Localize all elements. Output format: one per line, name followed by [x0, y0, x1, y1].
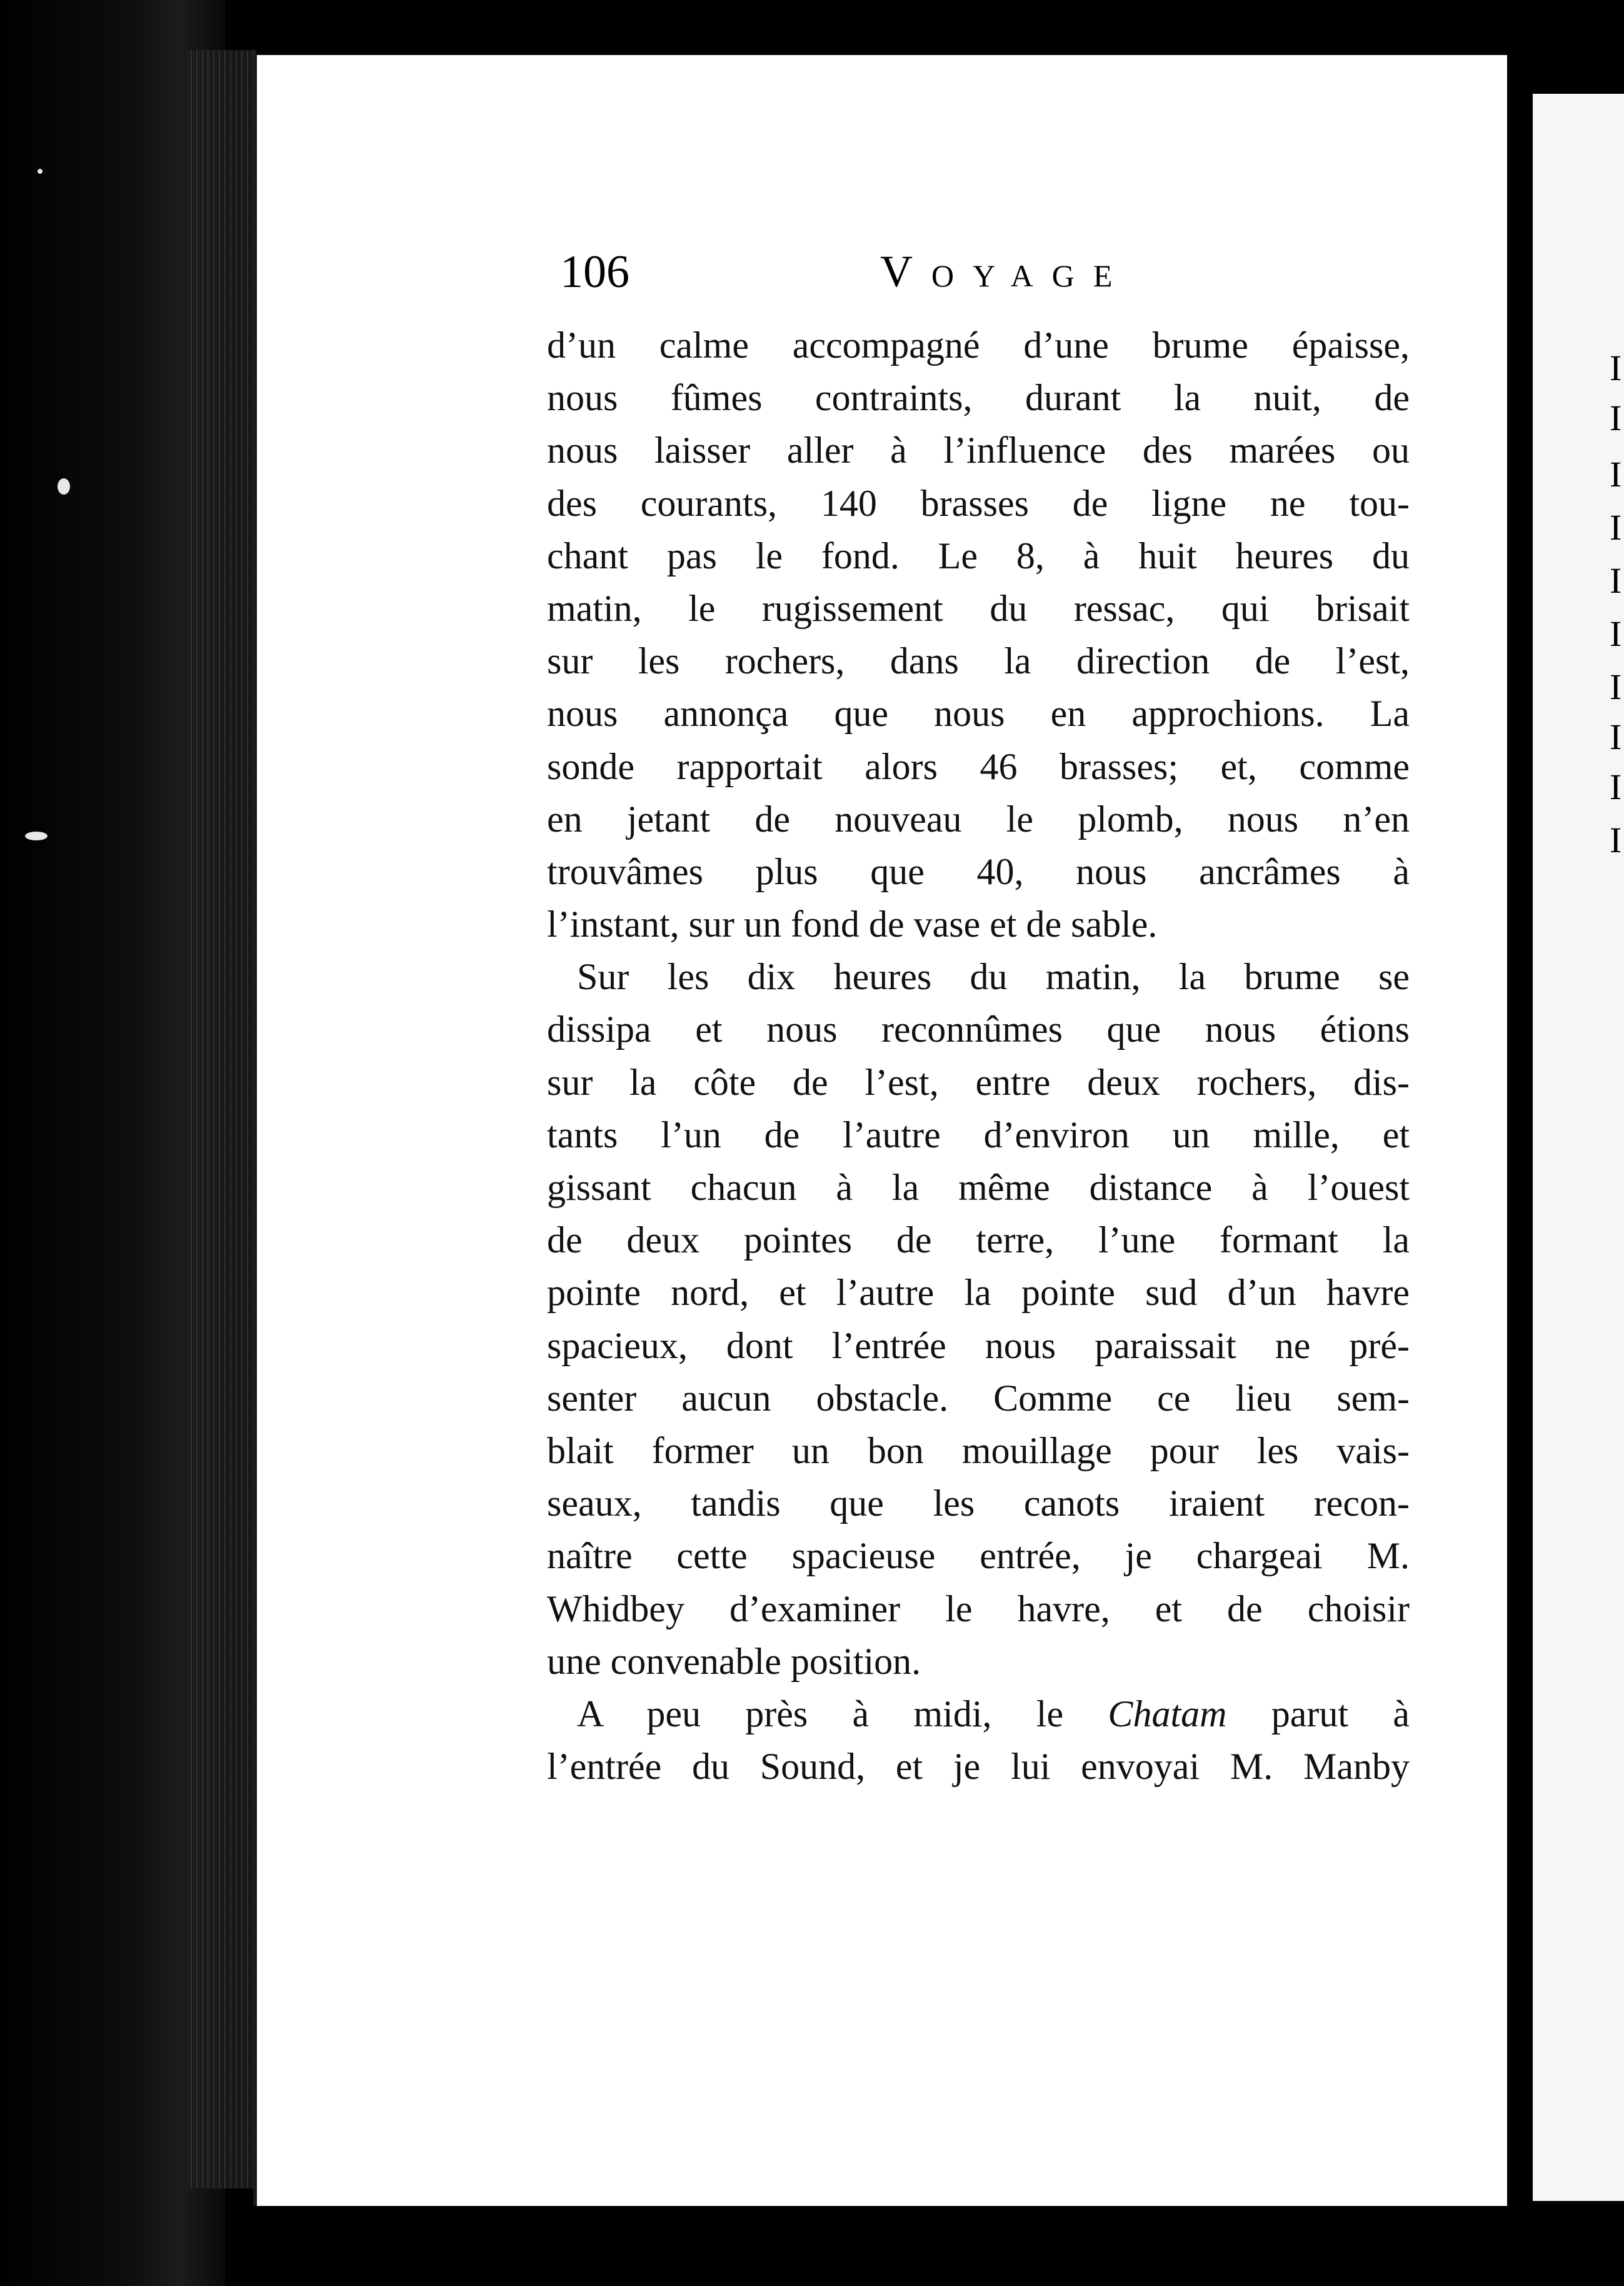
text-line: naître cette spacieuse entrée, je chargeai M. — [547, 1535, 1410, 1577]
text-line: une convenable position. — [547, 1640, 921, 1682]
text-line: spacieux, dont l’entrée nous paraissait ne pré- — [547, 1324, 1410, 1366]
text-line: senter aucun obstacle. Comme ce lieu sem- — [547, 1377, 1410, 1419]
text-line: nous annonça que nous en approchions. La — [547, 693, 1410, 735]
text-line: tants l’un de l’autre d’environ un mille, et — [547, 1114, 1410, 1156]
text-line: dissipa et nous reconnûmes que nous étions — [547, 1009, 1410, 1050]
text-line: Sur les dix heures du matin, la brume se — [577, 956, 1410, 998]
text-line: trouvâmes plus que 40, nous ancrâmes à — [547, 850, 1410, 892]
facing-page-glyph: I — [1610, 613, 1622, 654]
facing-page-glyph: I — [1610, 348, 1622, 388]
facing-page-glyph: I — [1610, 560, 1622, 601]
text-line: l’instant, sur un fond de vase et de sable. — [547, 904, 1158, 945]
text-fragment: parut à — [1271, 1693, 1410, 1735]
text-line: pointe nord, et l’autre la pointe sud d’un havre — [547, 1272, 1410, 1314]
text-line: blait former un bon mouillage pour les vais- — [547, 1429, 1410, 1471]
body-text — [547, 319, 1410, 1820]
text-line: sur la côte de l’est, entre deux rochers, dis- — [547, 1061, 1410, 1103]
facing-page-glyph: I — [1610, 667, 1622, 707]
dust-speck — [58, 478, 70, 495]
dust-speck — [25, 832, 48, 840]
running-head — [560, 246, 1148, 305]
running-title: Voyage — [880, 246, 1131, 296]
facing-page-glyph: I — [1610, 717, 1622, 757]
text-line-with-ship-name — [547, 1688, 1410, 1740]
text-line: de deux pointes de terre, l’une formant la — [547, 1219, 1410, 1261]
text-fragment: A peu près à midi, le — [577, 1693, 1064, 1735]
text-line: d’un calme accompagné d’une brume épaisse, — [547, 325, 1410, 366]
page-stack-edge — [188, 50, 256, 2188]
text-line: Whidbey d’examiner le havre, et de choisir — [547, 1588, 1410, 1629]
text-line: l’entrée du Sound, et je lui envoyai M. Manby — [547, 1746, 1410, 1788]
text-line: chant pas le fond. Le 8, à huit heures du — [547, 535, 1410, 577]
text-line: nous fûmes contraints, durant la nuit, de — [547, 377, 1410, 419]
text-line: nous laisser aller à l’influence des marées ou — [547, 430, 1410, 471]
text-line: sonde rapportait alors 46 brasses; et, comme — [547, 745, 1410, 787]
dust-speck — [38, 169, 43, 174]
text-line: matin, le rugissement du ressac, qui brisait — [547, 587, 1410, 629]
facing-page-glyph: I — [1610, 398, 1622, 438]
text-line: seaux, tandis que les canots iraient recon- — [547, 1483, 1410, 1524]
text-line: en jetant de nouveau le plomb, nous n’en — [547, 798, 1410, 840]
text-line: gissant chacun à la même distance à l’ouest — [547, 1167, 1410, 1208]
text-line: sur les rochers, dans la direction de l’est, — [547, 640, 1410, 682]
facing-page-glyph: I — [1610, 507, 1622, 548]
facing-page-glyph: I — [1610, 820, 1622, 860]
ship-name: Chatam — [1108, 1693, 1227, 1735]
text-line: des courants, 140 brasses de ligne ne tou- — [547, 482, 1410, 524]
facing-page-glyph: I — [1610, 767, 1622, 807]
page-number: 106 — [560, 246, 629, 298]
facing-page-glyph: I — [1610, 454, 1622, 495]
